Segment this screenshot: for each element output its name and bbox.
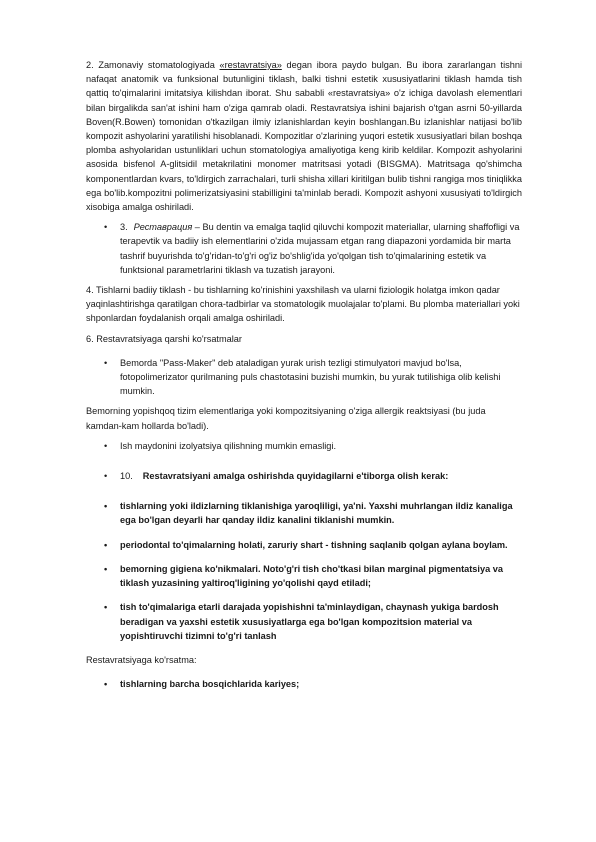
indication-list	[86, 677, 522, 691]
paragraph-2-body: degan ibora paydo bulgan. Bu ibora zararlangan tishni nafaqat anatomik va funksional butunligini tiklash, balki tishni estetik xususiyatlarini tiklash hamda tish qattiq to'qimalarini imitatsiya kilishdan iborat. Shu sababli «restavratsiya» o'z ichiga davolash elementlari bilan birgalikda san'at ishini ham o'ziga qamrab oladi. Restavratsiya ishini bajarish o'tgan asrni 50-yillarda Boven(R.Bowen) tomonidan o'tkazilgan ilmiy izlanishlardan keyin boshlangan.Bu izlanishlar natijasi bo'lib kompozit ashyolarini yaratilishi hisoblanadi. Kompozitlar o'zlarining yuqori estetik xususiyatlari bilan boshqa plomba ashyolaridan ustunliklari uchun stomatologiya amaliyotiga keng kirib keldilar. Kompozit ashyolarini asosida bisfenol A-glitsidil metakrilatini monomer matritsasi yotadi (BISGMA). Matritsaga qo'shimcha komponentlardan kvars, to'ldirgich zarrachalari, turli shisha xillari kiritilgan bulib tishni rangiga mos tiniqlikka ega bo'lib.kompozitni polimerizatsiyasini stabilligini ta'minlab beradi. Kompozit ashyoni xususiyati to'ldirgich xisobiga amalga oshiriladi.	[86, 60, 522, 213]
bullet-icon: •	[104, 471, 108, 482]
list-item	[86, 677, 522, 691]
list-item-text: tishlarning barcha bosqichlarida kariyes;	[120, 679, 300, 690]
list-item-text: bemorning gigiena ko'nikmalari. Noto'g'ri tish cho'tkasi bilan marginal pigmentatsiya va tiklash yuzasining yaltiroq'ligining yo'qolishi qayd etiladi;	[120, 563, 503, 589]
list-item	[86, 538, 522, 552]
bullet-icon: •	[104, 440, 108, 451]
list-item-text: periodontal to'qimalarning holati, zaruriy shart - tishning saqlanib qolgan aylana boylam.	[120, 539, 508, 550]
bullet-icon: •	[104, 222, 108, 233]
list-item-text: Ish maydonini izolyatsiya qilishning mumkin emasligi.	[120, 440, 336, 451]
heading-10-number: 10.	[120, 471, 133, 482]
considerations-list	[86, 499, 522, 643]
item-3-text: – Bu dentin va emalga taqlid qiluvchi kompozit materiallar, ularning shaffofligi va terapevtik va badiiy ish elementlarini o'zida mujassam etgan rang diapazoni yordamida bir marta tashrif buyurishda to'g'ridan-to'g'ri og'iz bo'shlig'ida yo'qolgan tish to'qimalarining estetik va funktsional parametrlarini tiklash va tuzatish jarayoni.	[120, 222, 520, 275]
allergy-paragraph: Bemorning yopishqoq tizim elementlariga yoki kompozitsiyaning o'ziga allergik reaktsiyasi (bu juda kamdan-kam hollarda bo'ladi).	[86, 406, 486, 431]
document-page	[86, 58, 522, 691]
bullet-icon: •	[104, 501, 108, 512]
bullet-icon: •	[104, 563, 108, 574]
list-item	[86, 356, 522, 399]
contraindication-list	[86, 356, 522, 399]
paragraph-6-heading: 6. Restavratsiyaga qarshi ko'rsatmalar	[86, 333, 242, 344]
list-item-3	[86, 220, 522, 277]
isolation-list	[86, 439, 522, 453]
definition-list	[86, 220, 522, 277]
bullet-icon: •	[104, 602, 108, 613]
heading-10-list	[86, 469, 522, 483]
paragraph-4: 4. Tishlarni badiiy tiklash - bu tishlarning ko'rinishini yaxshilash va ularni fiziologik holatga imkon qadar yaqinlashtirishga qaratilgan chora-tadbirlar va stomatologik muolajalar to'plami. Bu plomba materiallari yoki shponlardan foydalanish orqali amalga oshiriladi.	[86, 285, 520, 324]
list-item	[86, 439, 522, 453]
list-item	[86, 562, 522, 590]
list-item	[86, 600, 522, 643]
list-item-text: Bemorda "Pass-Maker" deb ataladigan yurak urish tezligi stimulyatori mavjud bo'lsa, fotopolimerizator qurilmaning puls chastotasini buzishi mumkin, bu yurak tutilishiga olib kelishi mumkin.	[120, 357, 501, 397]
paragraph-2	[86, 58, 522, 214]
bullet-icon: •	[104, 679, 108, 690]
bullet-icon: •	[104, 357, 108, 368]
heading-10-text: Restavratsiyani amalga oshirishda quyidagilarni e'tiborga olish kerak:	[142, 471, 449, 482]
indication-heading: Restavratsiyaga ko'rsatma:	[86, 654, 197, 665]
list-item	[86, 499, 522, 527]
paragraph-2-prefix: 2. Zamonaviy stomatologiyada	[86, 60, 220, 70]
bullet-icon: •	[104, 539, 108, 550]
heading-10	[86, 469, 522, 483]
list-item-text: tishlarning yoki ildizlarning tiklanishiga yaroqliligi, ya'ni. Yaxshi muhrlangan ildiz kanaliga ega bo'lgan deyarli har qanday ildiz kanalini tiklanishi mumkin.	[120, 501, 513, 526]
restavratsiya-term: «restavratsiya»	[219, 60, 282, 70]
item-3-number: 3.	[120, 222, 128, 233]
item-3-term: Реставрация	[133, 222, 193, 233]
list-item-text: tish to'qimalariga etarli darajada yopishishni ta'minlaydigan, chaynash yukiga bardosh beradigan va yaxshi estetik xususiyatlarga ega bo'lgan kompozitsion material va yopishtiruvchi tizimni to'g'ri tanlash	[120, 602, 499, 641]
